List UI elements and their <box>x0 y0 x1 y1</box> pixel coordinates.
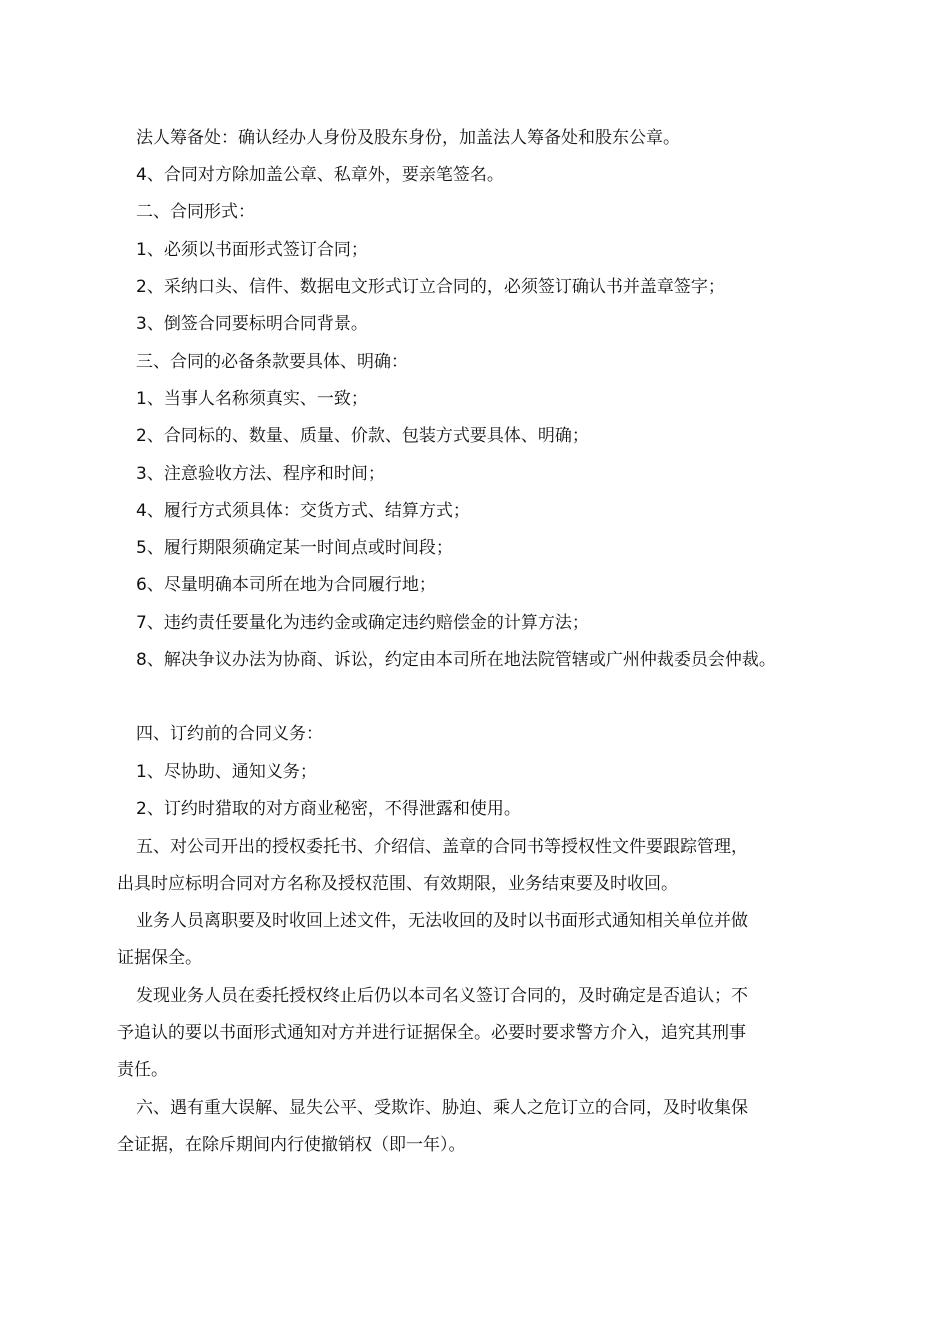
text-line: 4、合同对方除加盖公章、私章外，要亲笔签名。 <box>136 165 504 185</box>
text-line: 全证据，在除斥期间内行使撤销权（即一年）。 <box>117 1135 466 1155</box>
text-line: 3、倒签合同要标明合同背景。 <box>136 314 368 334</box>
text-line: 法人筹备处：确认经办人身份及股东身份，加盖法人筹备处和股东公章。 <box>136 128 680 148</box>
text-line: 2、合同标的、数量、质量、价款、包装方式要具体、明确； <box>136 426 589 446</box>
text-line: 五、对公司开出的授权委托书、介绍信、盖章的合同书等授权性文件要跟踪管理， <box>136 837 748 857</box>
text-line: 2、订约时猎取的对方商业秘密，不得泄露和使用。 <box>136 799 521 819</box>
text-line: 8、解决争议办法为协商、诉讼，约定由本司所在地法院管辖或广州仲裁委员会仲裁。 <box>136 650 776 670</box>
text-line: 发现业务人员在委托授权终止后仍以本司名义签订合同的，及时确定是否追认；不 <box>136 986 748 1006</box>
paragraph-staff-resignation <box>117 903 847 977</box>
section-heading: 二、合同形式： <box>136 202 255 222</box>
text-line: 2、采纳口头、信件、数据电文形式订立合同的，必须签订确认书并盖章签字； <box>136 277 725 297</box>
text-line: 1、尽协助、通知义务； <box>136 762 317 782</box>
text-line: 5、履行期限须确定某一时间点或时间段； <box>136 538 453 558</box>
text-line: 出具时应标明合同对方名称及授权范围、有效期限，业务结束要及时收回。 <box>117 874 678 894</box>
text-line: 证据保全。 <box>117 948 202 968</box>
text-line: 4、履行方式须具体：交货方式、结算方式； <box>136 501 470 521</box>
text-line: 7、违约责任要量化为违约金或确定违约赔偿金的计算方法； <box>136 613 589 633</box>
text-line: 责任。 <box>117 1060 168 1080</box>
text-line: 六、遇有重大误解、显失公平、受欺诈、胁迫、乘人之危订立的合同，及时收集保 <box>136 1098 748 1118</box>
section-heading: 四、订约前的合同义务： <box>136 724 323 744</box>
paragraph-six <box>117 1090 847 1164</box>
section-heading: 三、合同的必备条款要具体、明确： <box>136 352 408 372</box>
text-line: 予追认的要以书面形式通知对方并进行证据保全。必要时要求警方介入，追究其刑事 <box>117 1023 746 1043</box>
paragraph-unauthorized-signing <box>117 978 847 1089</box>
text-line: 6、尽量明确本司所在地为合同履行地； <box>136 575 436 595</box>
paragraph-five <box>117 829 847 903</box>
text-line: 1、当事人名称须真实、一致； <box>136 389 368 409</box>
text-line: 3、注意验收方法、程序和时间； <box>136 464 385 484</box>
text-line: 业务人员离职要及时收回上述文件，无法收回的及时以书面形式通知相关单位并做 <box>136 911 748 931</box>
text-line: 1、必须以书面形式签订合同； <box>136 240 368 260</box>
